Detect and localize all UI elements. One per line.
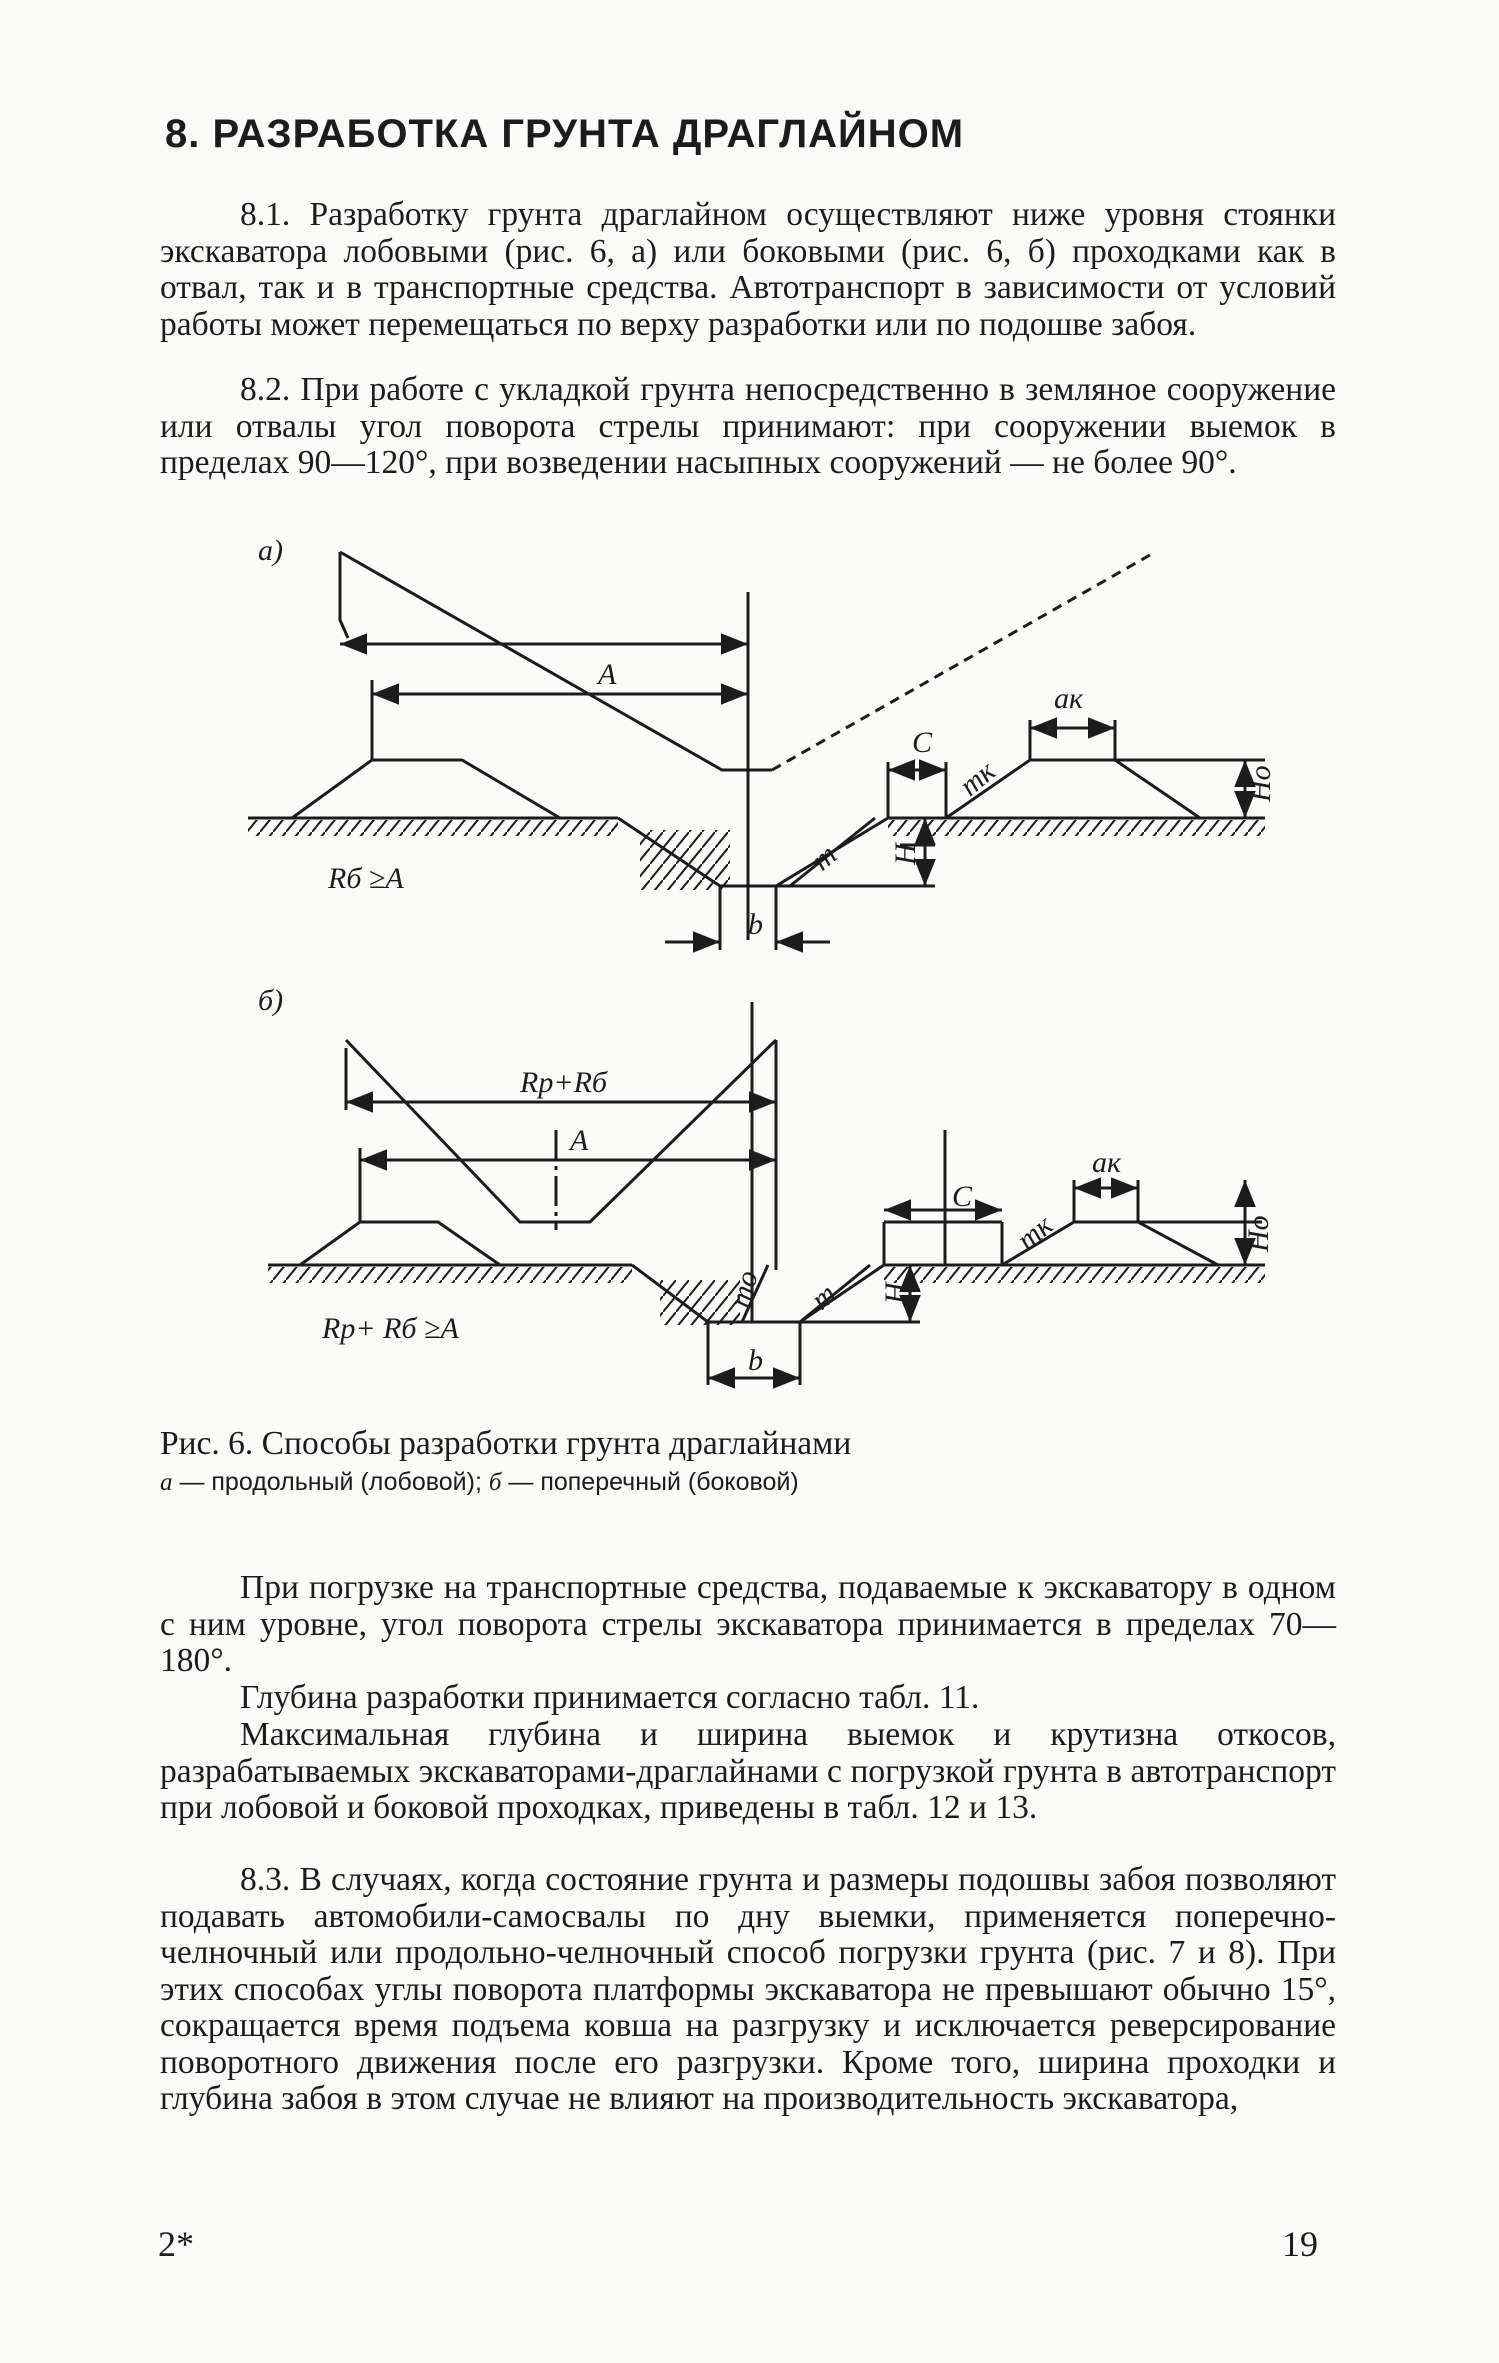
section-heading: 8. РАЗРАБОТКА ГРУНТА ДРАГЛАЙНОМ bbox=[165, 112, 965, 156]
diagram-a-label-H: H bbox=[889, 843, 922, 865]
diagram-b-tag: б) bbox=[258, 984, 284, 1017]
paragraph-max-depth: Максимальная глубина и ширина выемок и крутизна откосов, разрабатываемых экскаваторами-драглайнами с погрузкой грунта в автотранспорт при лобовой и боковой проходках, приведены в табл. 12 и 13. bbox=[160, 1716, 1336, 1826]
figure-caption: Рис. 6. Способы разработки грунта драглайнами bbox=[160, 1425, 852, 1462]
paragraph-loading: При погрузке на транспортные средства, подаваемые к экскаватору в одном с ним уровне, угол поворота стрелы экскаватора принимается в пределах 70—180°. bbox=[160, 1569, 1336, 1679]
diagram-a-label-m: m bbox=[805, 837, 844, 878]
diagram-b-label-ak: aк bbox=[1092, 1146, 1122, 1179]
diagram-a-label-A: A bbox=[598, 658, 617, 691]
diagram-b-condition: Rр+ Rб ≥A bbox=[322, 1312, 459, 1345]
paragraph-depth: Глубина разработки принимается согласно табл. 11. bbox=[240, 1679, 980, 1716]
diagram-b-label-H: H bbox=[879, 1282, 912, 1304]
figure-subcaption bbox=[160, 1468, 799, 1497]
diagram-a-label-Ho: Hо bbox=[1244, 765, 1277, 802]
diagram-b-label-b: b bbox=[748, 1344, 763, 1377]
diagram-b-label-m: m bbox=[804, 1277, 843, 1317]
subcaption-b-text: — поперечный (боковой) bbox=[501, 1468, 799, 1496]
diagram-a-tag: а) bbox=[258, 534, 283, 567]
subcaption-a-text: — продольный (лобовой); bbox=[172, 1468, 489, 1496]
diagram-a-label-b: b bbox=[748, 908, 763, 941]
signature-mark: 2* bbox=[158, 2224, 194, 2264]
diagram-b-label-mk: mк bbox=[1010, 1208, 1060, 1257]
diagram-a-label-C: C bbox=[912, 726, 933, 759]
subcaption-a-letter: а bbox=[160, 1469, 173, 1496]
diagram-b-label-C: C bbox=[952, 1180, 973, 1213]
paragraph-8-2: 8.2. При работе с укладкой грунта непосредственно в земляное сооружение или отвалы угол поворота стрелы принимают: при сооружении выемок в пределах 90—120°, при возведении насыпных сооружений — не более 90°. bbox=[160, 371, 1336, 481]
page-number: 19 bbox=[1282, 2224, 1318, 2264]
diagram-b-label-RpRb: Rр+Rб bbox=[520, 1066, 607, 1099]
subcaption-b-letter: б bbox=[488, 1469, 502, 1496]
diagram-a-label-mk: mк bbox=[953, 754, 1002, 803]
diagram-b-label-Ho: Hо bbox=[1242, 1215, 1275, 1252]
diagram-a-label-ak: aк bbox=[1054, 682, 1084, 715]
diagram-b-label-A: A bbox=[570, 1124, 589, 1157]
paragraph-8-3: 8.3. В случаях, когда состояние грунта и размеры подошвы забоя позволяют подавать автомобили-самосвалы по дну выемки, применяется поперечно-челночный или продольно-челночный способ погрузки грунта (рис. 7 и 8). При этих способах углы поворота платформы экскаватора не превышают обычно 15°, сокращается время подъема ковша на разгрузку и исключается реверсирование поворотного движения после его разгрузки. Кроме того, ширина проходки и глубина забоя в этом случае не влияют на производительность экскаватора, bbox=[160, 1861, 1336, 2117]
diagram-a-condition: Rб ≥A bbox=[328, 862, 404, 895]
paragraph-8-1: 8.1. Разработку грунта драглайном осуществляют ниже уровня стоянки экскаватора лобовыми (рис. 6, а) или боковыми (рис. 6, б) проходками как в отвал, так и в транспортные средства. Автотранспорт в зависимости от условий работы может перемещаться по верху разработки или по подошве забоя. bbox=[160, 196, 1336, 343]
diagram-b-label-mo: mо bbox=[723, 1267, 765, 1311]
